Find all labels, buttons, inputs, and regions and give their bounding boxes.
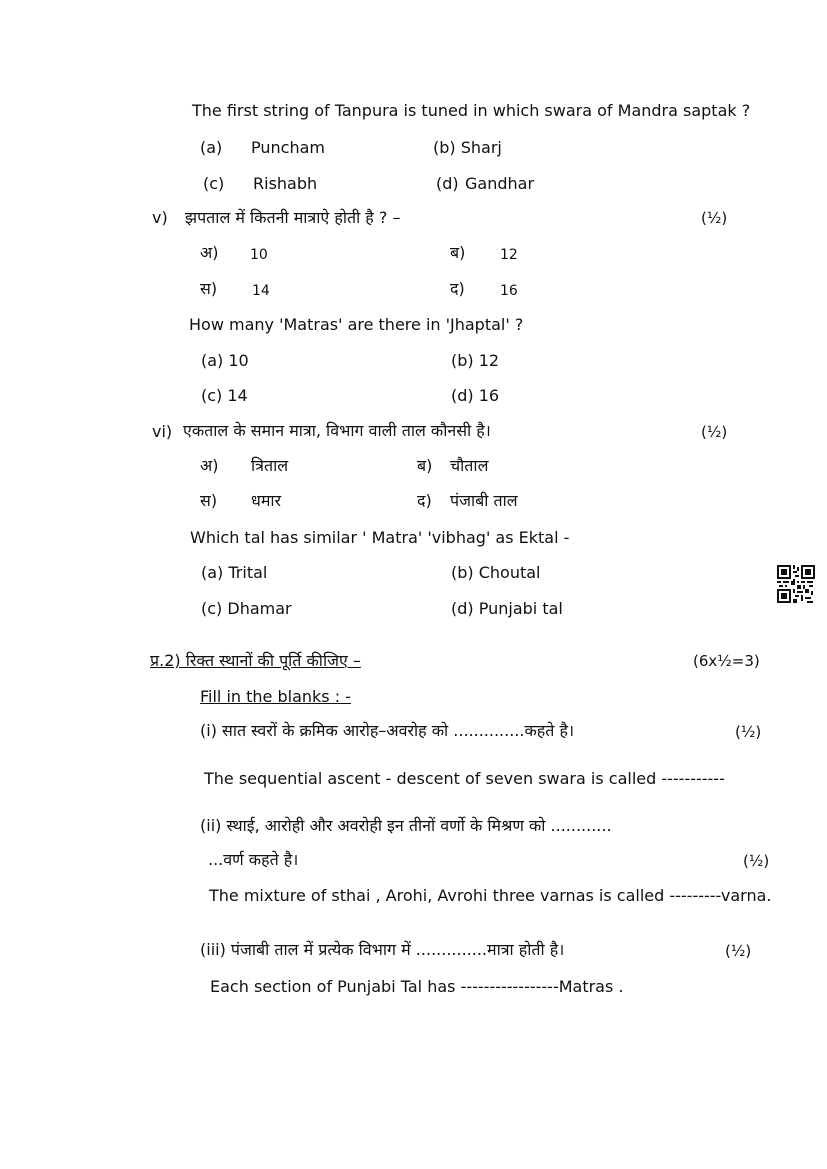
q5-number: v) — [152, 208, 168, 227]
blank-1-hi: (i) सात स्वरों के क्रमिक आरोह–अवरोह को ..............कहते है। — [200, 721, 575, 740]
q5-en-opt-c: (c) 14 — [201, 386, 248, 405]
q5-en-opt-a: (a) 10 — [201, 351, 249, 370]
q5-marks: (½) — [701, 209, 728, 227]
q6-number: vi) — [152, 422, 173, 441]
q6-hi-opt-c-label: स) — [200, 491, 218, 510]
blank-1-marks: (½) — [735, 723, 762, 741]
q5-hi-opt-b: 12 — [500, 247, 518, 263]
q5-question-hi: झपताल में कितनी मात्राऐ होती है ? – — [185, 208, 401, 227]
q5-hi-opt-a: 10 — [250, 247, 268, 263]
blank-2-marks: (½) — [743, 852, 770, 870]
q6-hi-opt-d-label: द) — [417, 491, 432, 510]
blank-3-hi: (iii) पंजाबी ताल में प्रत्येक विभाग में ..............मात्रा होती है। — [200, 940, 565, 959]
q4-option-a: Puncham — [251, 138, 325, 157]
q6-en-opt-c: (c) Dhamar — [201, 599, 292, 618]
section2-heading: प्र.2) रिक्त स्थानों की पूर्ति कीजिए – — [150, 651, 361, 670]
q6-hi-opt-d: पंजाबी ताल — [450, 491, 518, 510]
q5-question-en: How many 'Matras' are there in 'Jhaptal' ? — [189, 315, 524, 334]
q5-hi-opt-a-label: अ) — [200, 243, 219, 262]
q5-en-opt-d: (d) 16 — [451, 386, 500, 405]
q6-hi-opt-b-label: ब) — [417, 456, 433, 475]
q6-question-hi: एकताल के समान मात्रा, विभाग वाली ताल कौनसी है। — [183, 421, 491, 440]
q5-en-opt-b: (b) 12 — [451, 351, 500, 370]
q5-hi-opt-d: 16 — [500, 283, 518, 299]
q6-hi-opt-a: त्रिताल — [251, 456, 289, 475]
q6-hi-opt-c: धमार — [251, 491, 282, 510]
q6-question-en: Which tal has similar ' Matra' 'vibhag' as Ektal - — [190, 528, 570, 547]
section2-subheading: Fill in the blanks : - — [200, 687, 351, 706]
q6-hi-opt-a-label: अ) — [200, 456, 219, 475]
q6-en-opt-d: (d) Punjabi tal — [451, 599, 563, 618]
blank-3-marks: (½) — [725, 942, 752, 960]
q4-question-en: The first string of Tanpura is tuned in which swara of Mandra saptak ? — [192, 101, 751, 120]
section2-marks: (6x½=3) — [693, 652, 760, 670]
q4-option-d-label: (d) — [436, 174, 459, 193]
blank-2-en: The mixture of sthai , Arohi, Avrohi three varnas is called ---------varna. — [209, 886, 772, 905]
q4-option-a-label: (a) — [200, 138, 223, 157]
blank-1-en: The sequential ascent - descent of seven swara is called ----------- — [204, 769, 725, 788]
q6-marks: (½) — [701, 423, 728, 441]
q4-option-d: Gandhar — [465, 174, 535, 193]
q4-option-c: Rishabh — [253, 174, 318, 193]
q5-hi-opt-b-label: ब) — [450, 243, 466, 262]
q6-hi-opt-b: चौताल — [450, 456, 489, 475]
qr-code-icon — [777, 565, 815, 603]
q5-hi-opt-c: 14 — [252, 283, 270, 299]
q5-hi-opt-d-label: द) — [450, 279, 465, 298]
q4-option-b: (b) Sharj — [433, 138, 502, 157]
blank-2-hi-cont: ...वर्ण कहते है। — [208, 850, 299, 869]
q4-option-c-label: (c) — [203, 174, 225, 193]
blank-2-hi: (ii) स्थाई, आरोही और अवरोही इन तीनों वर्णो के मिश्रण को ............ — [200, 816, 612, 835]
blank-3-en: Each section of Punjabi Tal has -----------------Matras . — [210, 977, 624, 996]
q6-en-opt-a: (a) Trital — [201, 563, 268, 582]
q5-hi-opt-c-label: स) — [200, 279, 218, 298]
q6-en-opt-b: (b) Choutal — [451, 563, 541, 582]
